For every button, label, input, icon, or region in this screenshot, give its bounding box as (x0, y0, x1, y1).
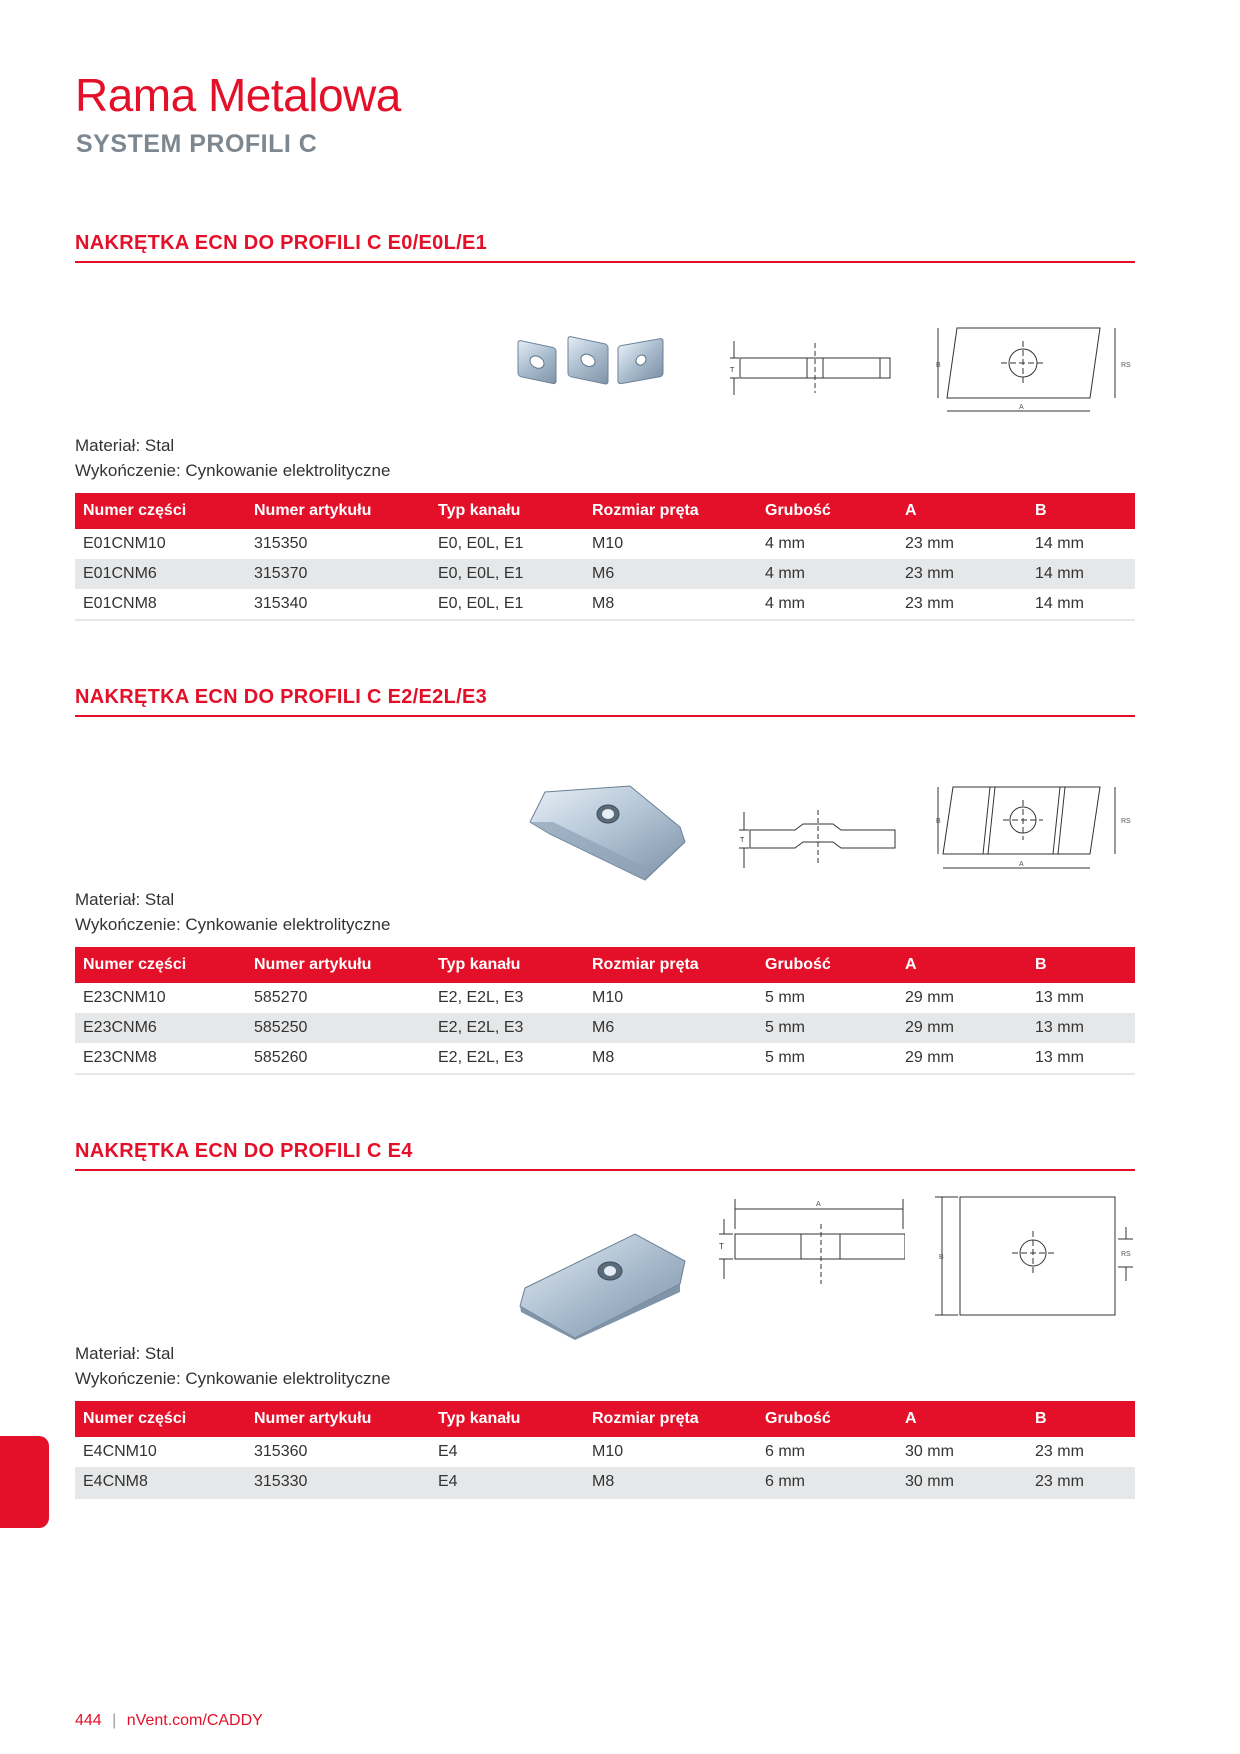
section-e4 (75, 1140, 1135, 1499)
cell: E23CNM10 (83, 989, 166, 1006)
product-photo-nut (515, 1226, 695, 1341)
cell: 14 mm (1035, 535, 1084, 552)
cell: 29 mm (897, 1013, 1027, 1043)
dim-b-label: B (936, 362, 941, 369)
cell: 5 mm (765, 989, 805, 1006)
cell: 29 mm (905, 989, 954, 1006)
top-view-drawing (935, 323, 1135, 418)
figures (75, 717, 1135, 887)
col-header: Grubość (757, 947, 897, 983)
cell: 5 mm (757, 1013, 897, 1043)
cell: E23CNM6 (75, 1013, 246, 1043)
dim-t-label: T (719, 1242, 724, 1251)
parts-table (75, 1401, 1135, 1499)
dim-a-label: A (816, 1201, 821, 1208)
cell: 585250 (246, 1013, 430, 1043)
product-photo-nut (525, 782, 695, 882)
dim-rs-label: RS (1121, 818, 1131, 825)
col-header: Numer artykułu (246, 947, 430, 983)
cell: 14 mm (1027, 589, 1135, 620)
cell: 30 mm (897, 1467, 1027, 1498)
footer (75, 1712, 263, 1730)
cell: 23 mm (897, 589, 1027, 620)
cell: 14 mm (1027, 559, 1135, 589)
table-row (75, 1467, 1135, 1498)
table-row (75, 1013, 1135, 1043)
section-title: NAKRĘTKA ECN DO PROFILI C E4 (75, 1140, 1135, 1171)
table-row (75, 1043, 1135, 1074)
cell: 5 mm (757, 1043, 897, 1074)
col-header: Rozmiar pręta (584, 947, 757, 983)
cell: E4CNM8 (75, 1467, 246, 1498)
material-text: Materiał: Stal (75, 890, 175, 909)
page-number: 444 (75, 1712, 102, 1729)
cell: 13 mm (1027, 1043, 1135, 1074)
cell: M10 (592, 989, 624, 1006)
parts-table (75, 947, 1135, 1075)
cell: E01CNM6 (75, 559, 246, 589)
side-tab-marker (0, 1436, 49, 1528)
material-text: Materiał: Stal (75, 436, 175, 455)
dim-t-label: T (730, 367, 735, 374)
cell: 315350 (254, 535, 308, 552)
side-view-drawing (715, 1189, 905, 1299)
cell: E4 (430, 1467, 584, 1498)
finish-text: Wykończenie: Cynkowanie elektrolityczne (75, 1369, 391, 1388)
finish-text: Wykończenie: Cynkowanie elektrolityczne (75, 915, 391, 934)
cell: M10 (592, 535, 624, 552)
top-view-drawing (930, 1189, 1135, 1329)
col-header: Typ kanału (430, 493, 584, 529)
cell: 6 mm (757, 1467, 897, 1498)
cell: 315370 (246, 559, 430, 589)
cell: 6 mm (765, 1443, 805, 1460)
cell: 585270 (254, 989, 308, 1006)
cell: E01CNM8 (75, 589, 246, 620)
section-title: NAKRĘTKA ECN DO PROFILI C E2/E2L/E3 (75, 686, 1135, 717)
cell: E0, E0L, E1 (430, 559, 584, 589)
side-view-drawing (725, 333, 895, 403)
col-header: Grubość (757, 493, 897, 529)
cell: 4 mm (757, 559, 897, 589)
table-header-row (75, 947, 1135, 983)
cell: E2, E2L, E3 (430, 1043, 584, 1074)
cell: 23 mm (1035, 1443, 1084, 1460)
col-header: Numer artykułu (246, 493, 430, 529)
col-header: A (897, 493, 1027, 529)
dim-b-label: B (936, 818, 941, 825)
dim-a-label: A (1019, 861, 1024, 868)
col-header: Typ kanału (430, 947, 584, 983)
cell: M8 (584, 1467, 757, 1498)
col-header: Numer części (75, 947, 246, 983)
cell: 23 mm (905, 535, 954, 552)
figures (75, 263, 1135, 433)
finish-text: Wykończenie: Cynkowanie elektrolityczne (75, 461, 391, 480)
figures (75, 1171, 1135, 1341)
table-header-row (75, 493, 1135, 529)
cell: 585260 (246, 1043, 430, 1074)
col-header: Numer części (75, 493, 246, 529)
cell: E2, E2L, E3 (430, 1013, 584, 1043)
col-header: A (897, 1401, 1027, 1437)
col-header: B (1027, 493, 1135, 529)
material-text: Materiał: Stal (75, 1344, 175, 1363)
product-photo-nuts (513, 333, 683, 408)
cell: M8 (584, 1043, 757, 1074)
col-header: Numer artykułu (246, 1401, 430, 1437)
cell: 23 mm (897, 559, 1027, 589)
table-row (75, 529, 1135, 559)
cell: E2, E2L, E3 (438, 989, 524, 1006)
cell: M6 (584, 559, 757, 589)
cell: 29 mm (897, 1043, 1027, 1074)
dim-rs-label: RS (1121, 362, 1131, 369)
side-view-drawing (735, 802, 905, 877)
cell: E01CNM10 (83, 535, 166, 552)
section-e0-e0l-e1 (75, 232, 1135, 621)
col-header: Typ kanału (430, 1401, 584, 1437)
page-subtitle: SYSTEM PROFILI C (76, 130, 318, 158)
cell: 4 mm (765, 535, 805, 552)
col-header: B (1027, 1401, 1135, 1437)
dim-rs-label: RS (1121, 1251, 1131, 1258)
dim-b-label: B (939, 1254, 944, 1261)
parts-table (75, 493, 1135, 621)
cell: E0, E0L, E1 (438, 535, 524, 552)
col-header: B (1027, 947, 1135, 983)
col-header: A (897, 947, 1027, 983)
section-e2-e2l-e3 (75, 686, 1135, 1075)
cell: M6 (584, 1013, 757, 1043)
cell: 4 mm (757, 589, 897, 620)
table-row (75, 559, 1135, 589)
table-row (75, 589, 1135, 620)
col-header: Grubość (757, 1401, 897, 1437)
cell: 30 mm (905, 1443, 954, 1460)
col-header: Rozmiar pręta (584, 493, 757, 529)
top-view-drawing (935, 782, 1135, 877)
dim-a-label: A (1019, 404, 1024, 411)
table-row (75, 1437, 1135, 1467)
page-title: Rama Metalowa (75, 69, 401, 121)
cell: 315360 (254, 1443, 308, 1460)
cell: 315330 (246, 1467, 430, 1498)
cell: E0, E0L, E1 (430, 589, 584, 620)
dim-t-label: T (740, 837, 745, 844)
cell: 13 mm (1035, 989, 1084, 1006)
cell: 23 mm (1027, 1467, 1135, 1498)
cell: M8 (584, 589, 757, 620)
table-header-row (75, 1401, 1135, 1437)
cell: E23CNM8 (75, 1043, 246, 1074)
cell: E4 (438, 1443, 458, 1460)
footer-separator: | (112, 1712, 117, 1729)
col-header: Numer części (75, 1401, 246, 1437)
cell: E4CNM10 (83, 1443, 157, 1460)
table-row (75, 983, 1135, 1013)
footer-link[interactable]: nVent.com/CADDY (126, 1712, 263, 1729)
cell: 13 mm (1027, 1013, 1135, 1043)
section-title: NAKRĘTKA ECN DO PROFILI C E0/E0L/E1 (75, 232, 1135, 263)
cell: 315340 (246, 589, 430, 620)
cell: M10 (592, 1443, 624, 1460)
col-header: Rozmiar pręta (584, 1401, 757, 1437)
